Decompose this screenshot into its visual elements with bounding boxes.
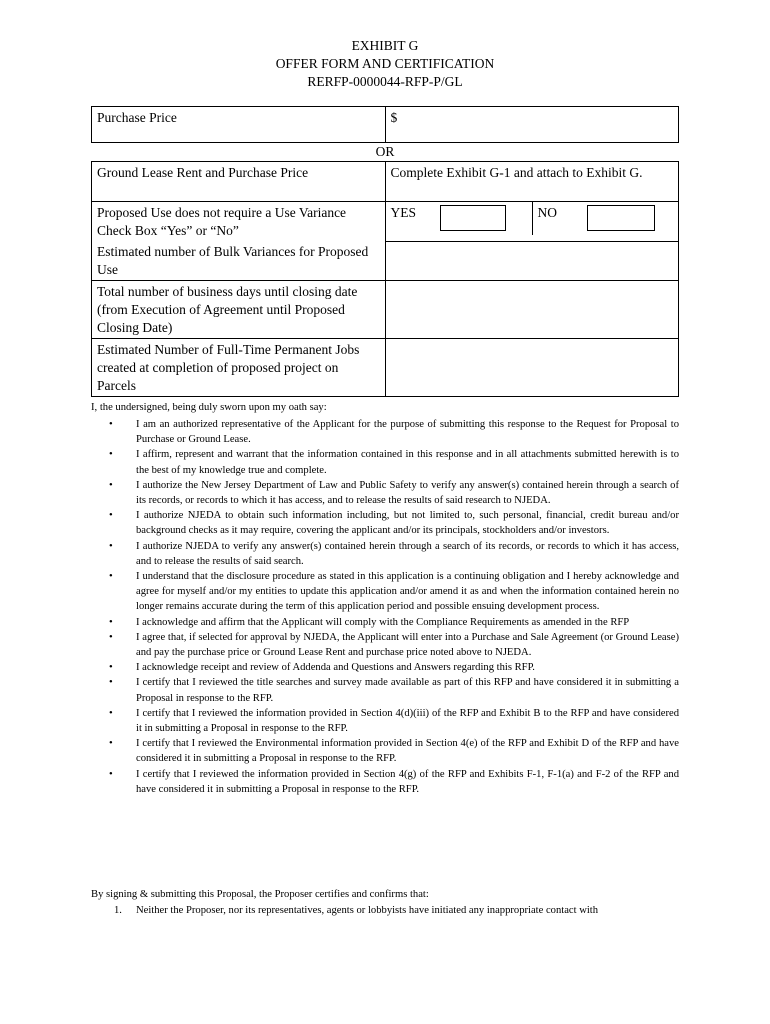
certification-item: • I certify that I reviewed the title searches and survey made available as part of this RFP and have considered it in submitting a Proposal in response to the RFP. (136, 675, 679, 705)
or-row (92, 143, 679, 162)
purchase-price-row (92, 107, 679, 143)
business-days-label: Total number of business days until closing date (from Execution of Agreement until Proposed Closing Date) (92, 281, 386, 339)
no-label: NO (537, 205, 557, 220)
jobs-row (92, 339, 679, 397)
rfp-number: RERFP-0000044-RFP-P/GL (307, 74, 463, 89)
certification-list (136, 417, 679, 797)
certification-item: • I certify that I reviewed the information provided in Section 4(g) of the RFP and Exhibits F-1, F-1(a) and F-2 of the RFP and have considered it in submitting a Proposal in response to the RFP. (136, 767, 679, 797)
certification-item: • I certify that I reviewed the Environmental information provided in Section 4(e) of the RFP and Exhibit D of the RFP and have considered it in submitting a Proposal in response to the RFP. (136, 736, 679, 766)
bulk-variances-field[interactable] (385, 241, 679, 281)
item-number: 1. (114, 905, 122, 916)
certification-item: • I understand that the disclosure procedure as stated in this application is a continuing obligation and I hereby acknowledge and agree for myself and/or my entities to update this application and/or amend it as and when the information contained herein no longer remains accurate during the term of this application period and possible ensuing development process. (136, 569, 679, 615)
oath-intro: I, the undersigned, being duly sworn upon my oath say: (91, 402, 327, 413)
business-days-field[interactable] (385, 281, 679, 339)
purchase-price-field[interactable]: $ (385, 107, 679, 143)
yes-checkbox[interactable] (440, 205, 506, 231)
yes-label: YES (390, 205, 417, 220)
certification-item: • I certify that I reviewed the information provided in Section 4(d)(iii) of the RFP and Exhibit B to the RFP and have considered it in submitting a Proposal in response to the RFP. (136, 706, 679, 736)
use-variance-row (92, 202, 679, 242)
bulk-variances-row (92, 241, 679, 281)
offer-form-table (91, 106, 679, 397)
ground-lease-row (92, 162, 679, 202)
form-title: OFFER FORM AND CERTIFICATION (275, 56, 495, 71)
use-variance-label: Proposed Use does not require a Use Variance Check Box “Yes” or “No” (92, 202, 386, 242)
business-days-row (92, 281, 679, 339)
use-variance-options (385, 202, 679, 242)
no-checkbox[interactable] (587, 205, 655, 231)
purchase-price-label: Purchase Price (92, 107, 386, 143)
certification-item: • I acknowledge and affirm that the Applicant will comply with the Compliance Requirements as amended in the RFP (136, 615, 679, 630)
certification-item: • I authorize NJEDA to verify any answer(s) contained herein through a search of its records, or records to which it has access, and to release the results of said search. (136, 539, 679, 569)
option-divider (532, 202, 533, 235)
or-separator: OR (92, 143, 679, 162)
ground-lease-instruction: Complete Exhibit G-1 and attach to Exhibit G. (385, 162, 679, 202)
certification-item: • I affirm, represent and warrant that the information contained in this response and in all attachments submitted herewith is to the best of my knowledge true and complete. (136, 447, 679, 477)
signing-intro: By signing & submitting this Proposal, the Proposer certifies and confirms that: (91, 889, 429, 900)
certification-item: • I authorize NJEDA to obtain such information including, but not limited to, such personal, financial, credit bureau and/or background checks as it may require, covering the applicant and/or its principals, stockholders and/or investors. (136, 508, 679, 538)
certification-item: • I am an authorized representative of the Applicant for the purpose of submitting this response to the Request for Proposal to Purchase or Ground Lease. (136, 417, 679, 447)
certification-item: • I acknowledge receipt and review of Addenda and Questions and Answers regarding this RFP. (136, 660, 679, 675)
ground-lease-label: Ground Lease Rent and Purchase Price (92, 162, 386, 202)
jobs-field[interactable] (385, 339, 679, 397)
certification-item: • I agree that, if selected for approval by NJEDA, the Applicant will enter into a Purchase and Sale Agreement (or Ground Lease) and pay the purchase price or Ground Lease Rent and purchase price noted above to NJEDA. (136, 630, 679, 660)
certification-item: • I authorize the New Jersey Department of Law and Public Safety to verify any answer(s) contained herein through a search of its records, or records to which it has access, and to release the results of said research to NJEDA. (136, 478, 679, 508)
jobs-label: Estimated Number of Full-Time Permanent Jobs created at completion of proposed project on Parcels (92, 339, 386, 397)
exhibit-title: EXHIBIT G (351, 38, 419, 53)
item-text: Neither the Proposer, nor its representatives, agents or lobbyists have initiated any inappropriate contact with (136, 905, 599, 916)
bulk-variances-label: Estimated number of Bulk Variances for Proposed Use (92, 241, 386, 281)
